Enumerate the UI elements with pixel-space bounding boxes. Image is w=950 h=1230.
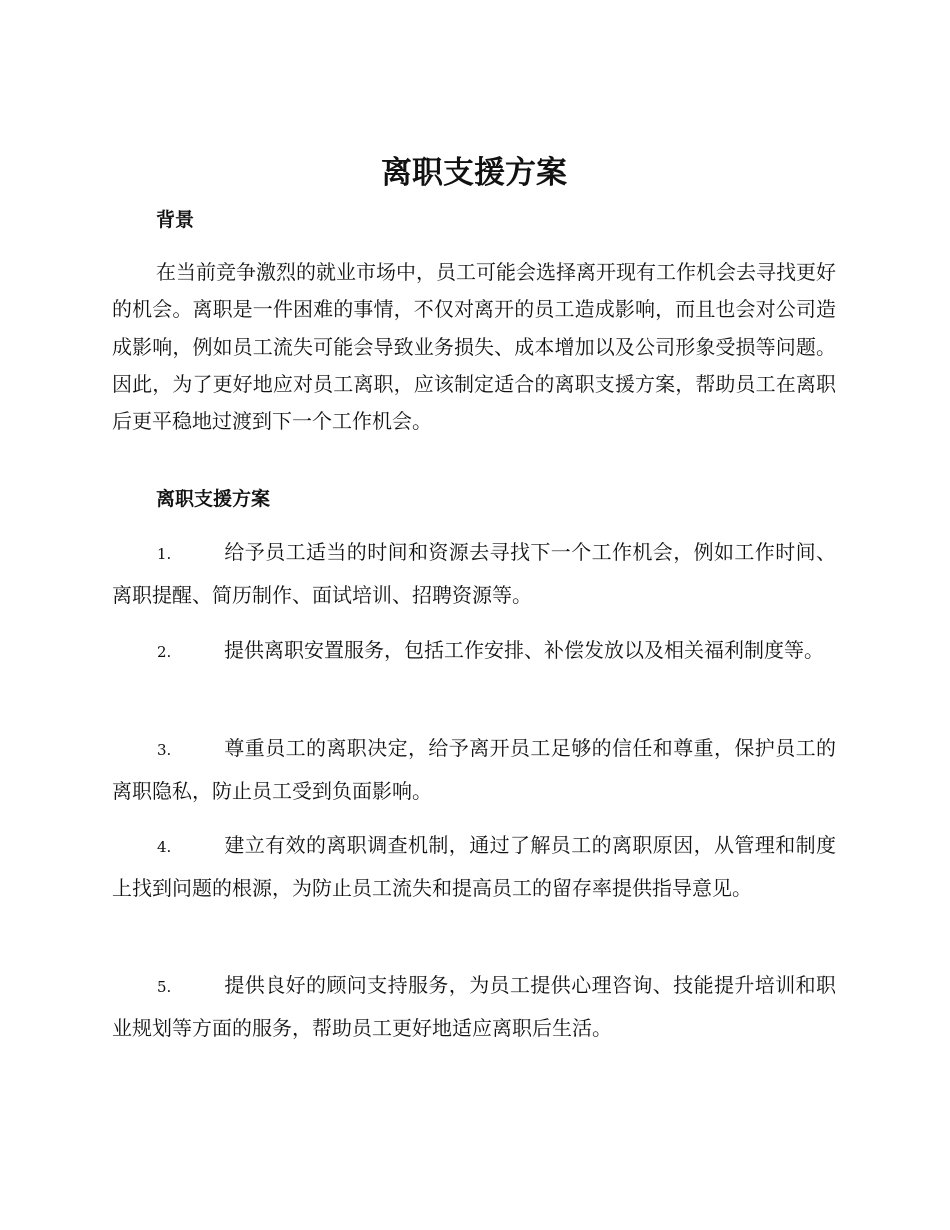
list-item-text: 建立有效的离职调查机制，通过了解员工的离职原因，从管理和制度上找到问题的根源，为防止员工流失和提高员工的留存率提供指导意见。 [112,833,836,900]
list-item [112,728,836,812]
list-item-text: 提供良好的顾问支持服务，为员工提供心理咨询、技能提升培训和职业规划等方面的服务，帮助员工更好地适应离职后生活。 [112,973,836,1040]
list-item [112,965,836,1049]
list-item [112,825,836,909]
list-item-number: 1. [157,545,172,563]
list-item [112,532,836,616]
list-item-text: 尊重员工的离职决定，给予离开员工足够的信任和尊重，保护员工的离职隐私，防止员工受到负面影响。 [112,736,836,803]
list-item-number: 4. [157,838,172,856]
list-item-number: 2. [157,643,172,661]
list-item-text: 给予员工适当的时间和资源去寻找下一个工作机会，例如工作时间、离职提醒、简历制作、面试培训、招聘资源等。 [112,540,836,607]
document-title: 离职支援方案 [381,155,567,191]
list-item-number: 3. [157,741,172,759]
section-heading-background: 背景 [156,209,195,231]
background-paragraph: 在当前竞争激烈的就业市场中，员工可能会选择离开现有工作机会去寻找更好的机会。离职是一件困难的事情，不仅对离开的员工造成影响，而且也会对公司造成影响，例如员工流失可能会导致业务损失、成本增加以及公司形象受损等问题。因此，为了更好地应对员工离职，应该制定适合的离职支援方案，帮助员工在离职后更平稳地过渡到下一个工作机会。 [112,260,836,434]
list-item [112,630,836,673]
list-item-number: 5. [157,978,172,996]
section-heading-plan: 离职支援方案 [156,488,271,510]
list-item-text: 提供离职安置服务，包括工作安排、补偿发放以及相关福利制度等。 [224,638,824,662]
